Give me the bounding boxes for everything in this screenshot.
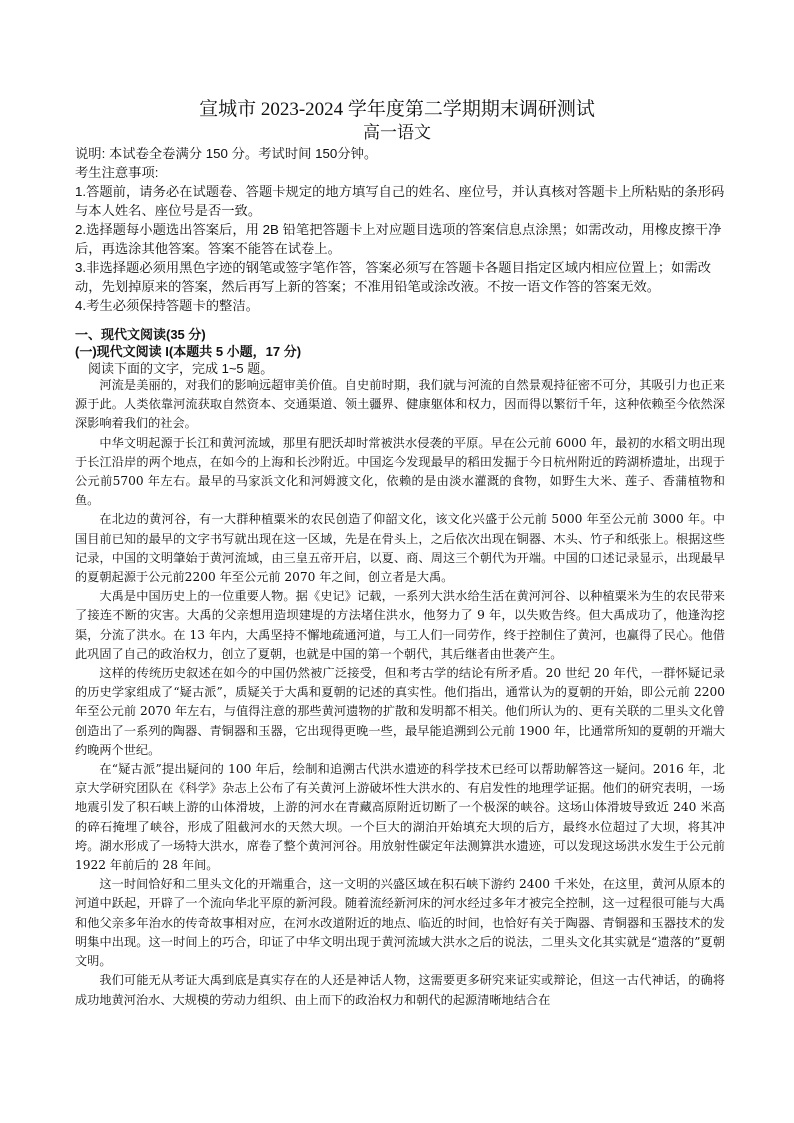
notes-item: 4.考生必须保持答题卡的整洁。 (75, 298, 259, 313)
reading-instruction: 阅读下面的文字，完成 1~5 题。 (88, 361, 274, 376)
notes-item: 1.答题前，请务必在试题卷、答题卡规定的地方填写自己的姓名、座位号，并认真核对答题卡上所粘贴的条形码与本人姓名、座位号是否一致。 (75, 184, 725, 218)
section-subtitle: (一)现代文阅读 I(本题共 5 小题，17 分) (75, 344, 302, 359)
passage-paragraph: 我们可能无从考证大禹到底是真实存在的人还是神话人物，这需要更多研究来证实或辩论，但这一古代神话，的确将成功地黄河治水、大规模的劳动力组织、由上而下的政治权力和朝代的起源清晰地结合在 (75, 973, 725, 1007)
passage-paragraph: 河流是美丽的，对我们的影响远超审美价值。自史前时期，我们就与河流的自然景观持征密不可分，其吸引力也正来源于此。人类依靠河流获取自然资本、交通渠道、领土疆界、健康躯体和权力，因而得以繁衍千年，这种依赖至今依然深深影响着我们的社会。 (75, 378, 725, 431)
exam-title: 宣城市 2023-2024 学年度第二学期期末调研测试 (199, 99, 595, 120)
passage-paragraph: 中华文明起源于长江和黄河流域，那里有肥沃却时常被洪水侵袭的平原。早在公元前 6000 年，最初的水稻文明出现于长江沿岸的两个地点，在如今的上海和长沙附近。中国迄今发现最早的稻田发掘于今日杭州附近的跨湖桥遗址，出现于公元前5700 年左右。最早的马家浜文化和河姆渡文化，依赖的是由淡水灌溉的食物，如野生大米、莲子、香蒲植物和鱼。 (75, 435, 725, 508)
notes-item: 2.选择题每小题选出答案后，用 2B 铅笔把答题卡上对应题目选项的答案信息点涂黑；如需改动，用橡皮擦干净后，再选涂其他答案。答案不能答在试卷上。 (75, 222, 722, 256)
exam-subtitle: 高一语文 (363, 123, 431, 142)
passage-paragraph: 大禹是中国历史上的一位重要人物。据《史记》记载，一系列大洪水给生活在黄河河谷、以种植粟米为生的农民带来了接连不断的灾害。大禹的父亲想用造坝建堤的方法堵住洪水，他努力了 9 年，以失败告终。但大禹成功了，他逢沟挖渠，分流了洪水。在 13 年内，大禹坚持不懈地疏通河道，与工人们一同劳作，终于控制住了黄河，也赢得了民心。他借此巩固了自己的政治权力，创立了夏朝，也就是中国的第一个朝代，其后继者由世袭产生。 (75, 589, 725, 661)
passage-paragraph: 这一时间恰好和二里头文化的开端重合，这一文明的兴盛区域在积石峡下游约 2400 千米处，在这里，黄河从原本的河道中跃起，开辟了一个流向华北平原的新河段。随着流经新河床的河水经过多年才被完全控制，这一过程很可能与大禹和他父亲多年治水的传奇故事相对应，在河水改道附近的地点、临近的时间，也恰好有关于陶器、青铜器和玉器技术的发明集中出现。这一时间上的巧合，印证了中华文明出现于黄河流域大洪水之后的说法，二里头文化其实就是“遗落的”夏朝文明。 (75, 877, 725, 969)
section-title: 一、现代文阅读(35 分) (75, 327, 206, 342)
passage-paragraph: 在北边的黄河谷，有一大群种植粟米的农民创造了仰韶文化，该文化兴盛于公元前 5000 年至公元前 3000 年。中国目前已知的最早的文字书写就出现在这一区域，先是在骨头上，之后依次出现在铜器、木头、竹子和纸张上。根据这些记录，中国的文明肇始于黄河流域，由三皇五帝开启，以夏、商、周这三个朝代为开端。中国的口述记录显示，出现最早的夏朝起源于公元前2200 年至公元前 2070 年之间，创立者是大禹。 (75, 512, 725, 585)
exam-notes (75, 144, 725, 315)
notes-item: 3.非选择题必须用黑色字迹的钢笔或签字笔作答，答案必须写在答题卡各题目指定区域内相应位置上；如需改动，先划掉原来的答案，然后再写上新的答案；不准用铅笔或涂改液。不按一语文作答的答案无效。 (75, 260, 712, 294)
passage-paragraph: 在“疑古派”提出疑问的 100 年后，绘制和追溯古代洪水遗迹的科学技术已经可以帮助解答这一疑问。2016 年，北京大学研究团队在《科学》杂志上公布了有关黄河上游破坏性大洪水的、有启发性的地理学证据。他们的研究表明，一场地震引发了积石峡上游的山体滑坡，上游的河水在青藏高原附近切断了一个极深的峡谷。这场山体滑坡导致近 240 米高的碎石掩埋了峡谷，形成了阻截河水的天然大坝。一个巨大的湖泊开始填充大坝的后方，最终水位超过了大坝，将其冲垮。湖水形成了一场特大洪水，席卷了整个黄河河谷。用放射性碳定年法测算洪水遗迹，可以发现这场洪水发生于公元前 1922 年前后的 28 年间。 (75, 762, 725, 873)
passage-paragraph: 这样的传统历史叙述在如今的中国仍然被广泛接受，但和考古学的结论有所矛盾。20 世纪 20 年代，一群怀疑记录的历史学家组成了“疑古派”，质疑关于大禹和夏朝的记述的真实性。他们指出，通常认为的夏朝的开始，即公元前 2200 年至公元前 2070 年左右，与值得注意的那些黄河遗物的扩散和发明都不相关。他们所认为的、更有关联的二里头文化曾创造出了一系列的陶器、青铜器和玉器，它出现得更晚一些，最早能追溯到公元前 1900 年，比通常所知的夏朝的开端大约晚两个世纪。 (75, 666, 725, 757)
reading-passage (75, 376, 725, 1010)
notes-heading: 考生注意事项: (75, 165, 159, 180)
notes-intro: 说明: 本试卷全卷满分 150 分。考试时间 150分钟。 (75, 146, 378, 161)
